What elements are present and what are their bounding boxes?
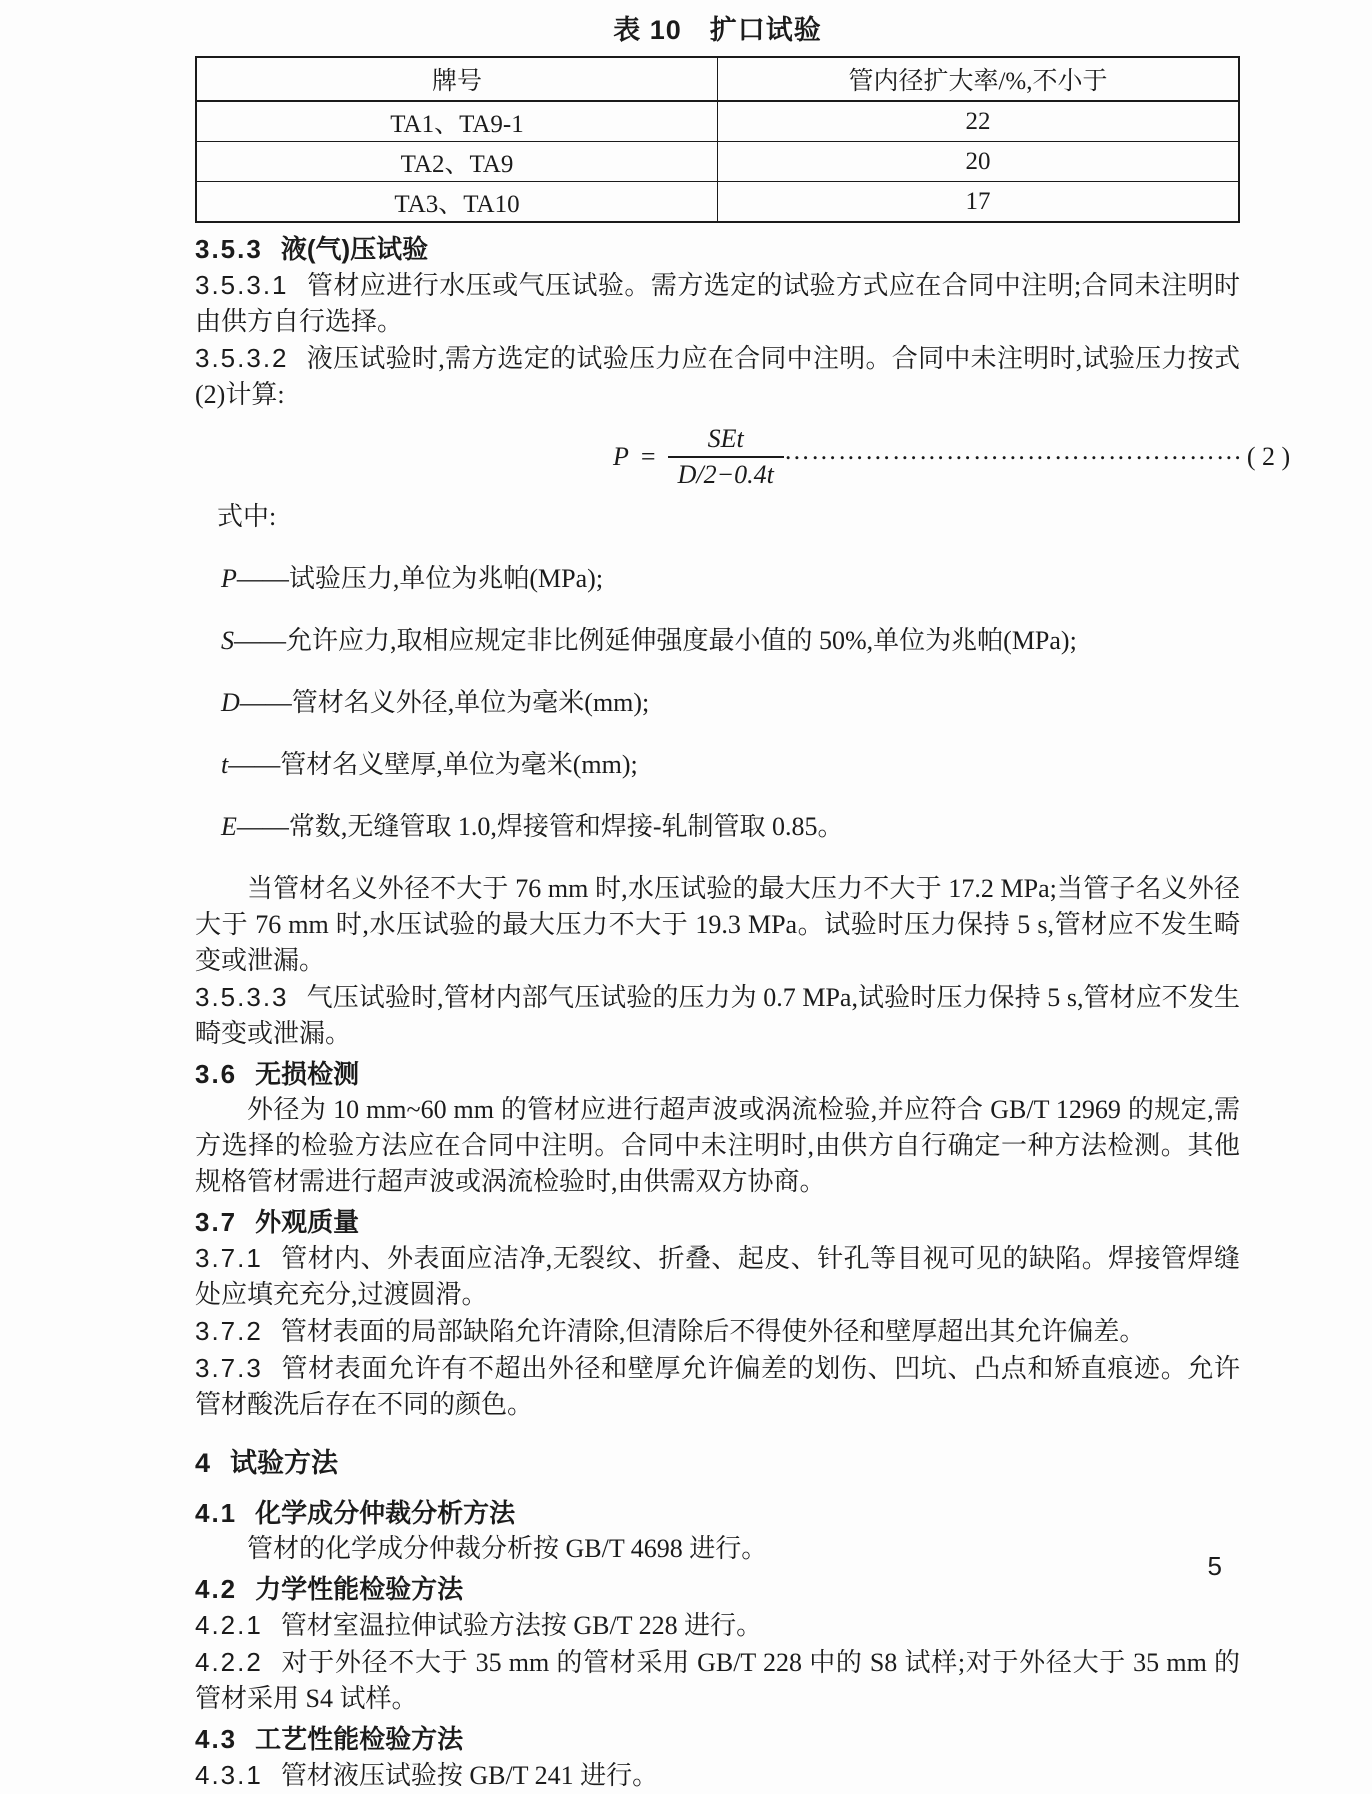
table-header-row	[196, 57, 1239, 101]
clause-text: 液压试验时,需方选定的试验压力应在合同中注明。合同中未注明时,试验压力按式(2)计算:	[195, 344, 1240, 409]
clause-4-2-2	[195, 1644, 1240, 1717]
clause-number: 4.3.1	[195, 1760, 263, 1790]
definition-text: ——常数,无缝管取 1.0,焊接管和焊接-轧制管取 0.85。	[236, 812, 844, 841]
equals-sign: =	[640, 442, 656, 471]
clause-text: 对于外径不大于 35 mm 的管材采用 GB/T 228 中的 S8 试样;对于外径大于 35 mm 的管材采用 S4 试样。	[195, 1648, 1240, 1713]
heading-title: 无损检测	[255, 1059, 360, 1089]
clause-number: 3.5.3	[195, 234, 263, 264]
symbol: P	[221, 564, 237, 593]
clause-3-5-3-3	[195, 979, 1240, 1052]
clause-text: 气压试验时,管材内部气压试验的压力为 0.7 MPa,试验时压力保持 5 s,管材应不发生畸变或泄漏。	[195, 983, 1240, 1048]
clause-4-3-1	[195, 1757, 1240, 1794]
clause-3-7-2	[195, 1313, 1240, 1350]
clause-text: 管材室温拉伸试验方法按 GB/T 228 进行。	[280, 1611, 763, 1640]
heading-4-2	[195, 1571, 1240, 1607]
clause-number: 4.1	[195, 1498, 238, 1528]
grade-cell: TA2、TA9	[196, 142, 718, 182]
formula-block	[195, 421, 1291, 493]
grade-cell: TA3、TA10	[196, 182, 718, 223]
symbol: E	[221, 812, 237, 841]
clause-3-7-3	[195, 1350, 1240, 1423]
symbol-definition	[221, 561, 1240, 597]
table-row	[196, 101, 1239, 142]
symbol-definition	[221, 747, 1240, 783]
clause-number: 3.5.3.1	[195, 270, 289, 300]
heading-title: 液(气)压试验	[280, 234, 429, 264]
clause-text: 管材液压试验按 GB/T 241 进行。	[280, 1761, 659, 1790]
formula-expression	[613, 424, 784, 490]
heading-3-5-3	[195, 231, 1240, 267]
symbol: t	[221, 750, 229, 779]
clause-number: 3.5.3.2	[195, 343, 289, 373]
symbol-definition	[221, 623, 1240, 659]
heading-title: 力学性能检验方法	[255, 1574, 464, 1604]
clause-text: 管材表面的局部缺陷允许清除,但清除后不得使外径和壁厚超出其允许偏差。	[280, 1317, 1146, 1346]
table-title: 表 10 扩口试验	[613, 15, 822, 45]
heading-4	[195, 1445, 1240, 1481]
rate-cell: 22	[718, 101, 1240, 142]
clause-4-1-text: 管材的化学成分仲裁分析按 GB/T 4698 进行。	[247, 1534, 768, 1563]
page-number: 5	[1207, 1551, 1222, 1581]
col-header-grade: 牌号	[196, 57, 718, 101]
table-row	[196, 182, 1239, 223]
clause-3-5-3-2	[195, 340, 1240, 413]
where-label: 式中:	[217, 502, 277, 531]
grade-cell: TA1、TA9-1	[196, 101, 718, 142]
clause-number: 3.7.1	[195, 1243, 263, 1273]
clause-number: 4.2.1	[195, 1610, 263, 1640]
dot-leader: ……………………………………………	[783, 436, 1243, 465]
definition-text: ——试验压力,单位为兆帕(MPa);	[236, 564, 604, 593]
fraction-denominator: D/2−0.4t	[668, 456, 784, 490]
clause-number: 3.7	[195, 1207, 238, 1237]
heading-4-1	[195, 1495, 1240, 1531]
ndt-paragraph: 外径为 10 mm~60 mm 的管材应进行超声波或涡流检验,并应符合 GB/T 12969 的规定,需方选择的检验方法应在合同中注明。合同中未注明时,由供方自行确定一种方法检测。其他规格管材需进行超声波或涡流检验时,由供需双方协商。	[195, 1095, 1240, 1196]
symbol-definitions	[195, 561, 1240, 845]
symbol: S	[221, 626, 234, 655]
rate-cell: 17	[718, 182, 1240, 223]
clause-text: 管材应进行水压或气压试验。需方选定的试验方式应在合同中注明;合同未注明时由供方自行选择。	[195, 271, 1240, 336]
col-header-expansion-rate: 管内径扩大率/%,不小于	[718, 57, 1240, 101]
clause-number: 3.7.3	[195, 1353, 263, 1383]
table-row	[196, 142, 1239, 182]
definition-text: ——管材名义外径,单位为毫米(mm);	[239, 688, 650, 717]
pressure-limits-paragraph: 当管材名义外径不大于 76 mm 时,水压试验的最大压力不大于 17.2 MPa;当管子名义外径大于 76 mm 时,水压试验的最大压力不大于 19.3 MPa。试验时压力保持 5 s,管材应不发生畸变或泄漏。	[195, 874, 1240, 975]
clause-4-2-1	[195, 1607, 1240, 1644]
equation-number: ( 2 )	[1246, 442, 1291, 471]
clause-number: 4.3	[195, 1724, 238, 1754]
heading-title: 试验方法	[230, 1448, 339, 1478]
clause-number: 4	[195, 1448, 213, 1478]
heading-4-3	[195, 1721, 1240, 1757]
clause-number: 3.5.3.3	[195, 982, 289, 1012]
clause-number: 4.2.2	[195, 1647, 263, 1677]
clause-text: 管材表面允许有不超出外径和壁厚允许偏差的划伤、凹坑、凸点和矫直痕迹。允许管材酸洗后存在不同的颜色。	[195, 1354, 1240, 1419]
formula-lhs: P	[613, 442, 629, 471]
clause-number: 3.6	[195, 1059, 238, 1089]
symbol: D	[221, 688, 240, 717]
definition-text: ——允许应力,取相应规定非比例延伸强度最小值的 50%,单位为兆帕(MPa);	[234, 626, 1077, 655]
heading-title: 工艺性能检验方法	[255, 1724, 464, 1754]
flaring-test-table	[195, 56, 1240, 223]
clause-number: 3.7.2	[195, 1316, 263, 1346]
symbol-definition	[221, 809, 1240, 845]
heading-3-6	[195, 1056, 1240, 1092]
heading-title: 化学成分仲裁分析方法	[255, 1498, 516, 1528]
formula-number-group	[783, 436, 1291, 472]
definition-text: ——管材名义壁厚,单位为毫米(mm);	[228, 750, 638, 779]
symbol-definition	[221, 685, 1240, 721]
heading-3-7	[195, 1204, 1240, 1240]
heading-title: 外观质量	[255, 1207, 360, 1237]
fraction-numerator: SEt	[707, 424, 744, 453]
clause-3-5-3-1	[195, 267, 1240, 340]
clause-number: 4.2	[195, 1574, 238, 1604]
clause-3-7-1	[195, 1240, 1240, 1313]
clause-text: 管材内、外表面应洁净,无裂纹、折叠、起皮、针孔等目视可见的缺陷。焊接管焊缝处应填充充分,过渡圆滑。	[195, 1244, 1240, 1309]
fraction	[668, 424, 784, 490]
rate-cell: 20	[718, 142, 1240, 182]
